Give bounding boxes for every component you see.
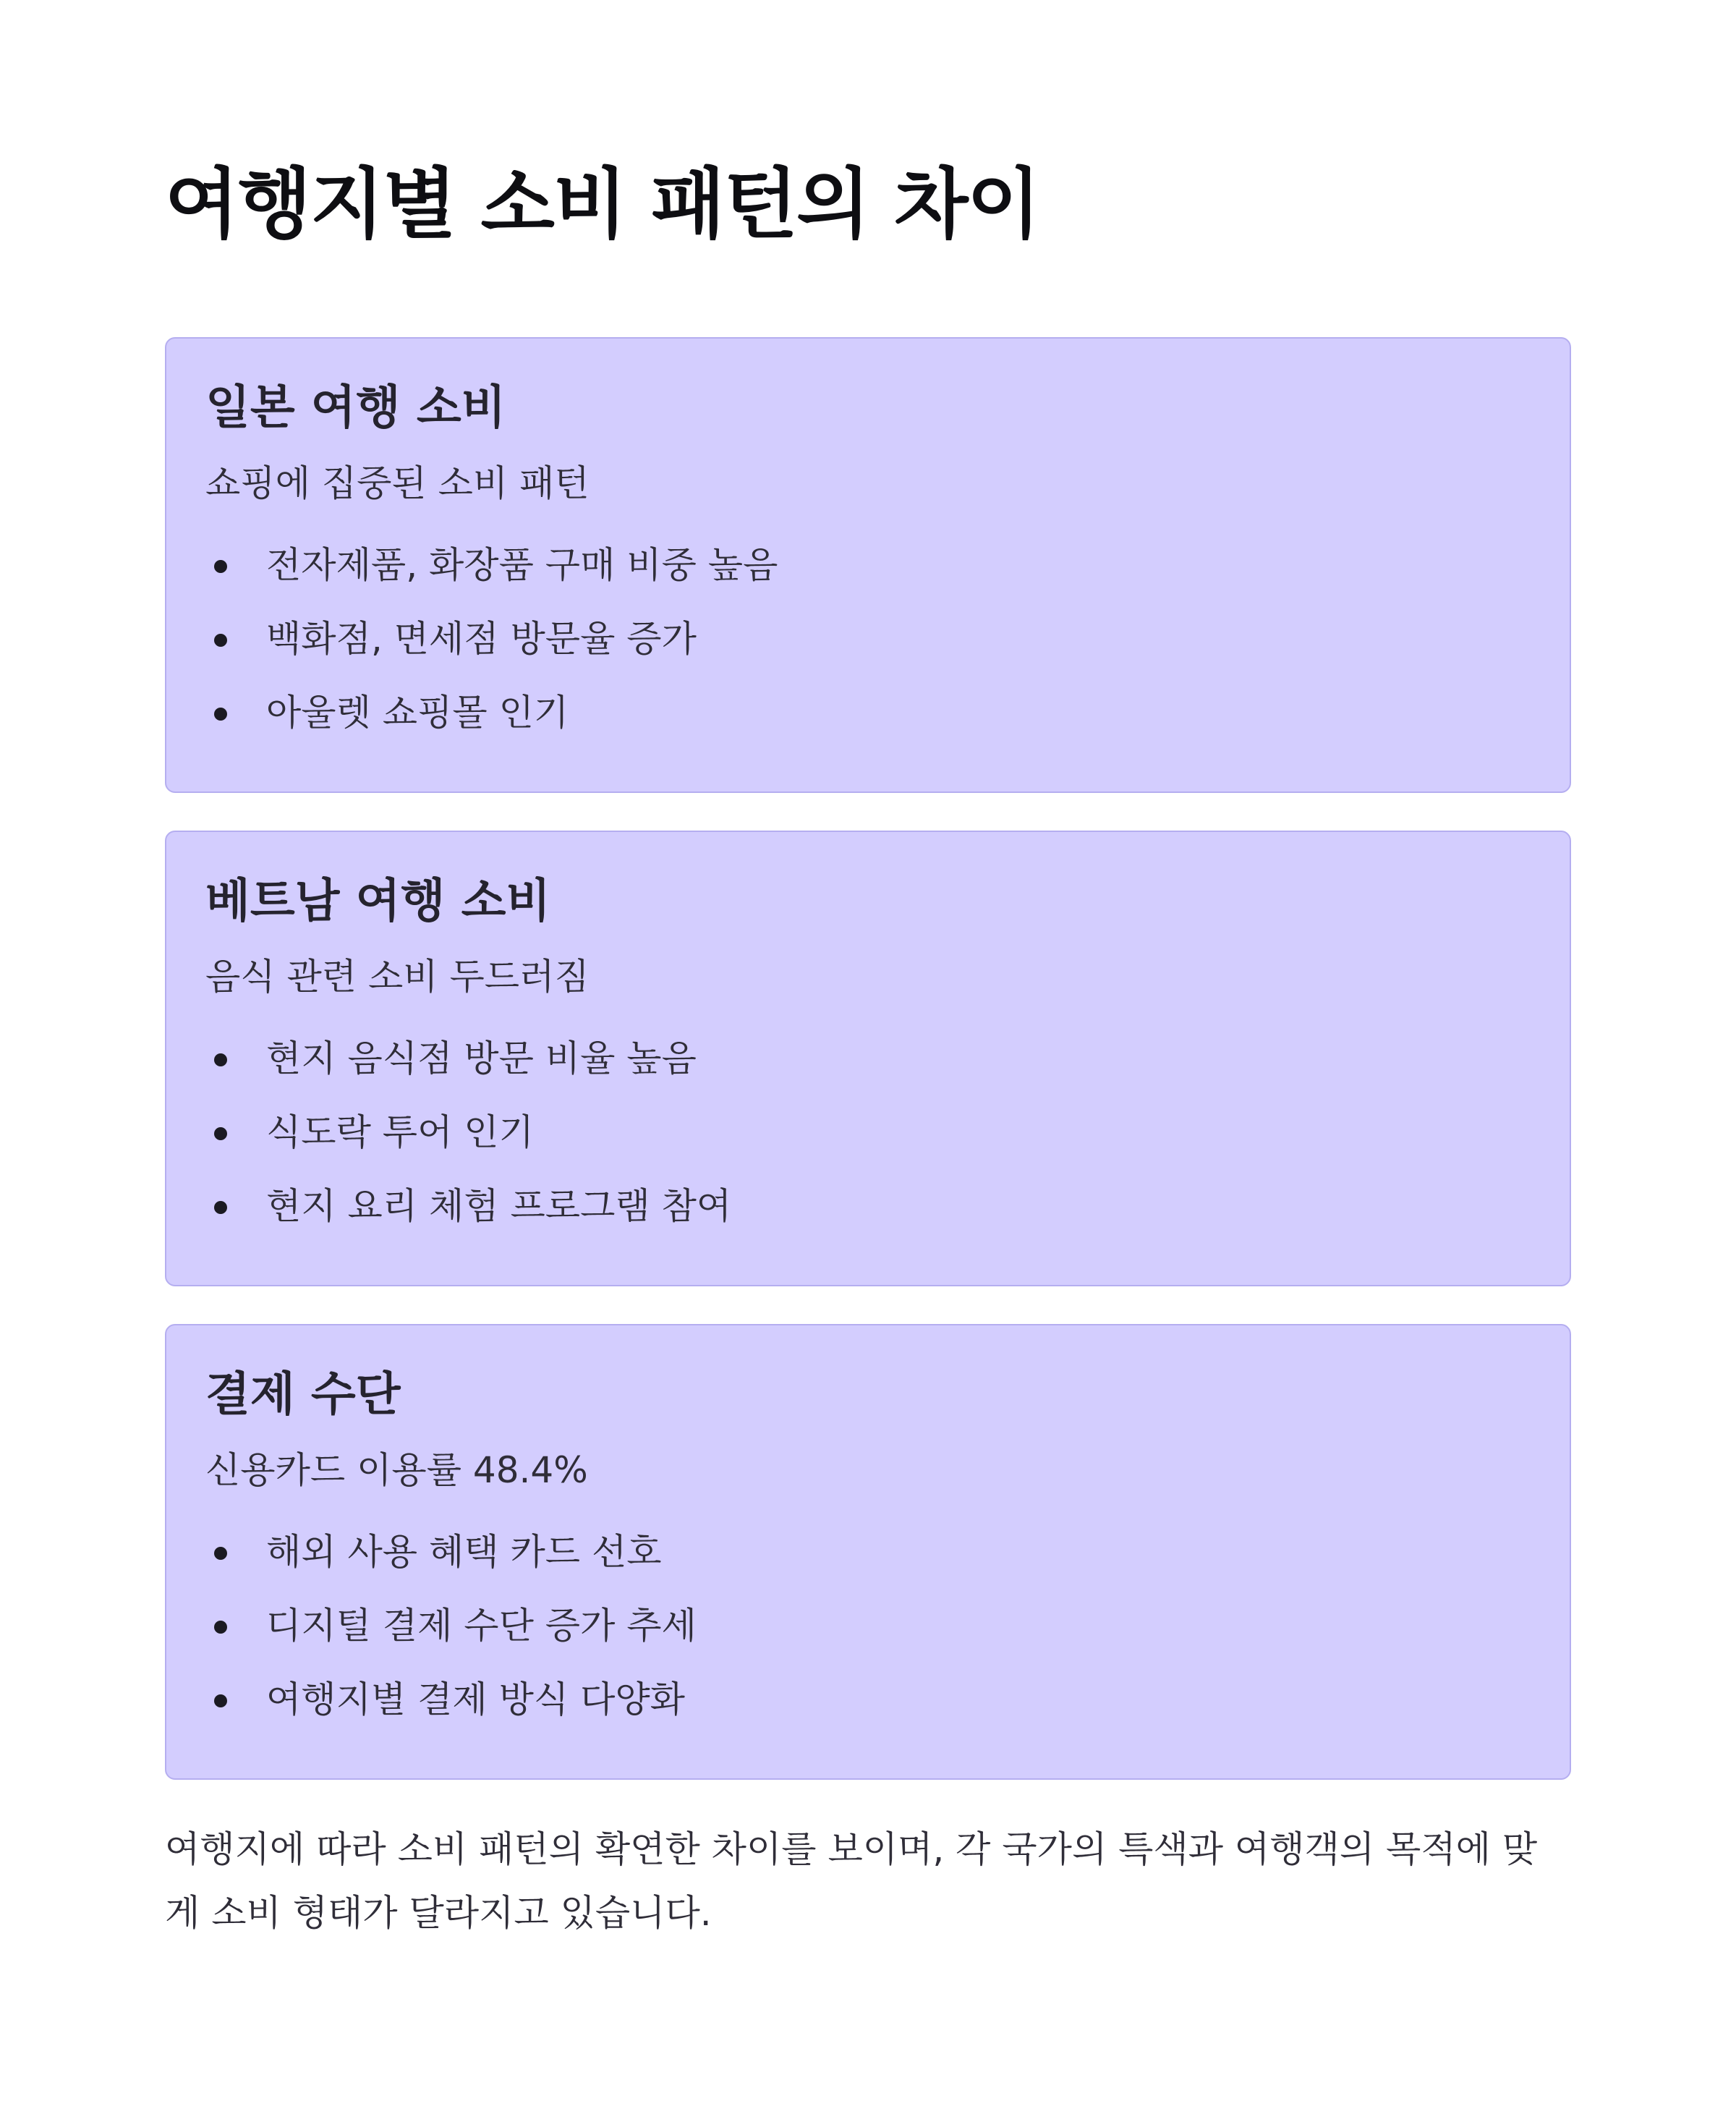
list-item-text: 현지 요리 체험 프로그램 참여 <box>266 1185 732 1227</box>
list-item <box>205 1663 1531 1736</box>
bullet-icon <box>214 1547 227 1560</box>
card-payment-methods <box>165 1324 1571 1780</box>
list-item <box>205 1022 1531 1095</box>
bullet-icon <box>214 708 227 721</box>
list-item <box>205 1095 1531 1169</box>
card-subtitle: 쇼핑에 집중된 소비 패턴 <box>205 462 590 504</box>
bullet-list <box>205 528 1531 750</box>
list-item <box>205 1515 1531 1589</box>
card-title: 베트남 여행 소비 <box>205 875 551 928</box>
card-list <box>165 337 1571 1780</box>
card-vietnam-spending <box>165 831 1571 1286</box>
bullet-icon <box>214 1201 227 1214</box>
list-item-text: 해외 사용 혜택 카드 선호 <box>266 1531 662 1573</box>
list-item <box>205 1169 1531 1243</box>
bullet-icon <box>214 1621 227 1634</box>
list-item-text: 현지 음식점 방문 비율 높음 <box>266 1037 697 1079</box>
list-item-text: 전자제품, 화장품 구매 비중 높음 <box>266 544 778 586</box>
card-subtitle: 음식 관련 소비 두드러짐 <box>205 956 590 998</box>
bullet-icon <box>214 560 227 573</box>
page-title: 여행지별 소비 패턴의 차이 <box>165 160 1040 249</box>
bullet-icon <box>214 1694 227 1707</box>
list-item-text: 아울렛 쇼핑몰 인기 <box>266 692 569 734</box>
summary-paragraph: 여행지에 따라 소비 패턴의 확연한 차이를 보이며, 각 국가의 특색과 여행객의 목적에 맞게 소비 형태가 달라지고 있습니다. <box>165 1828 1538 1934</box>
list-item <box>205 528 1531 602</box>
card-title: 결제 수단 <box>205 1368 401 1422</box>
bullet-icon <box>214 1053 227 1066</box>
list-item <box>205 1589 1531 1663</box>
list-item-text: 식도락 투어 인기 <box>266 1111 534 1153</box>
list-item-text: 백화점, 면세점 방문율 증가 <box>266 618 697 660</box>
bullet-icon <box>214 634 227 647</box>
list-item <box>205 602 1531 676</box>
card-subtitle: 신용카드 이용률 48.4% <box>205 1449 588 1491</box>
card-japan-spending <box>165 337 1571 793</box>
bullet-list <box>205 1515 1531 1736</box>
list-item-text: 디지털 결제 수단 증가 추세 <box>266 1605 697 1647</box>
bullet-list <box>205 1022 1531 1243</box>
card-title: 일본 여행 소비 <box>205 381 506 435</box>
list-item <box>205 676 1531 750</box>
bullet-icon <box>214 1127 227 1140</box>
list-item-text: 여행지별 결제 방식 다양화 <box>266 1678 685 1720</box>
